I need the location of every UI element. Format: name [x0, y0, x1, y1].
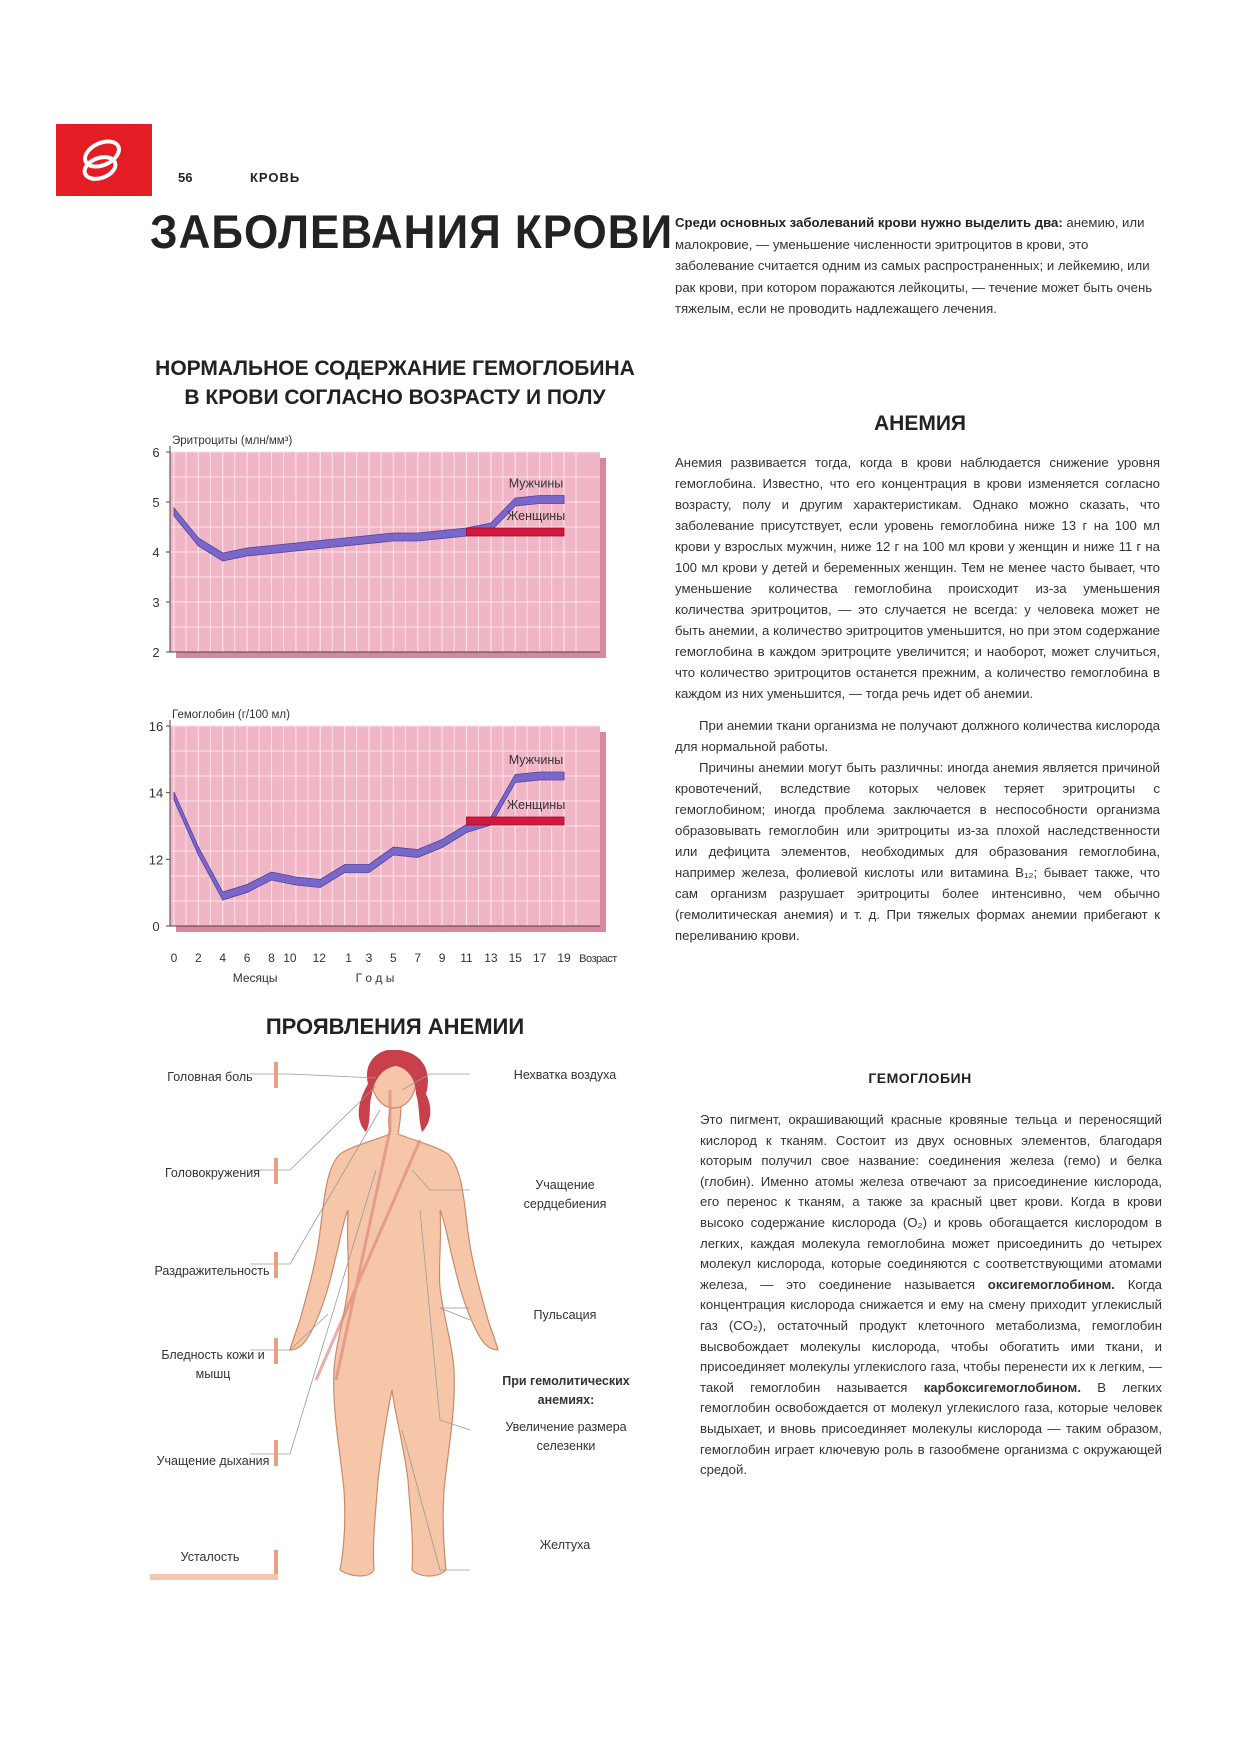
- carboxyhemoglobin-term: карбоксигемоглобином.: [923, 1379, 1081, 1395]
- x-tick-label: 12: [312, 951, 326, 965]
- y-tick-label: 16: [148, 719, 164, 734]
- chart-heading-line1: НОРМАЛЬНОЕ СОДЕРЖАНИЕ ГЕМОГЛОБИНА: [155, 357, 635, 380]
- y-tick-label: 14: [148, 785, 164, 801]
- symptom-spleen: Увеличение размера селезенки: [505, 1420, 627, 1453]
- hemolytic-heading: При гемолитических анемиях:: [502, 1374, 630, 1407]
- x-tick-label: 0: [170, 951, 178, 965]
- anemia-paragraph-2: При анемии ткани организма не получают должного количества кислорода для нормальной работы.: [675, 718, 1160, 754]
- x-axis-label-months: Месяцы: [232, 971, 278, 985]
- hemoglobin-text-3: В легких гемоглобин освобождается от молекул углекислого газа, которые человек выдыхает, и вновь присоединяет молекулы кислорода — таким образом, гемоглобин играет ключевую роль в газообмене организма с окружающей средой.: [700, 1379, 1162, 1478]
- blood-cells-icon: [56, 124, 152, 196]
- x-tick-label: 15: [508, 951, 522, 965]
- oxyhemoglobin-term: оксигемоглобином.: [987, 1276, 1115, 1292]
- symptom-dizziness: Головокружения: [164, 1166, 261, 1180]
- erythrocyte-chart: [140, 432, 660, 692]
- symptom-pallor: Бледность кожи и мышц: [161, 1348, 265, 1381]
- intro-body: анемию, или малокровие, — уменьшение численности эритроцитов в крови, это заболевание считается одним из самых распространенных; и лейкемию, или рак крови, при котором поражаются лейкоциты, — течение может быть очень тяжелым, если не проводить надлежащего лечения.: [675, 215, 1153, 316]
- x-tick-label: 13: [484, 951, 498, 965]
- y-tick-label: 2: [152, 645, 160, 660]
- x-tick-label: 11: [460, 951, 473, 965]
- series-label: Женщины: [506, 798, 566, 812]
- x-tick-label: 4: [219, 951, 227, 965]
- x-tick-label: 19: [557, 951, 571, 965]
- y-tick-label: 3: [152, 595, 160, 610]
- x-tick-label: 3: [365, 951, 373, 965]
- anemia-heading: АНЕМИЯ: [873, 412, 967, 435]
- y-tick-label: 12: [148, 852, 164, 868]
- x-tick-label: 8: [268, 951, 275, 965]
- hemoglobin-text: [700, 1110, 1162, 1481]
- x-tick-label: 9: [438, 951, 446, 965]
- anemia-paragraph-1: Анемия развивается тогда, когда в крови наблюдается снижение уровня гемоглобина. Известно, что его концентрация в крови изменяется согласно возрасту, полу и другим характеристикам. Однако можно сказать, что заболевание присутствует, если уровень гемоглобина ниже 13 г на 100 мл крови у взрослых мужчин, ниже 12 г на 100 мл крови у женщин и ниже 11 г на 100 мл крови у детей и беременных женщин. Тем не менее часто бывает, что уменьшение количества гемоглобина происходит из-за уменьшения количества эритроцитов, — это случается не всегда: у человека может не быть анемии, а количество эритроцитов уменьшится, но при этом содержание гемоглобина в каждом эритроците увеличится; и наоборот, может случиться, что количество эритроцитов останется прежним, а количество гемоглобина в каждом из них уменьшится, — тогда речь идет об анемии.: [675, 455, 1160, 701]
- hemoglobin-text-2: Когда концентрация кислорода снижается и ему на смену приходит углекислый газ (CO₂), остаточный продукт клеточного метаболизма, гемоглобин высвобождает молекулы кислорода, чтобы обогатить ими ткани, и присоединяет молекулы углекислого газа, чтобы перенести их к легким, — такой гемоглобин называется: [700, 1276, 1162, 1395]
- hemoglobin-chart: [140, 706, 660, 1006]
- section-name: КРОВЬ: [250, 170, 301, 185]
- series-label: Мужчины: [508, 753, 564, 767]
- series-band-women: [467, 528, 565, 536]
- chart-heading: [150, 354, 640, 412]
- symptom-rapid-breathing: Учащение дыхания: [156, 1454, 270, 1468]
- y-axis-label: Эритроциты (млн/мм³): [172, 435, 293, 447]
- symptom-pulsation: Пульсация: [533, 1308, 597, 1322]
- x-tick-label: 2: [195, 951, 202, 965]
- page-title: ЗАБОЛЕВАНИЯ КРОВИ: [150, 206, 674, 259]
- symptom-fatigue: Усталость: [180, 1550, 240, 1564]
- hemoglobin-chart-svg: [140, 706, 660, 1006]
- y-tick-label: 6: [152, 445, 160, 460]
- anemia-text: [675, 452, 1160, 946]
- symptom-palpitations: Учащение сердцебиения: [523, 1178, 607, 1211]
- x-tick-label: 5: [390, 951, 397, 965]
- series-band-women: [467, 817, 565, 825]
- series-label: Женщины: [506, 509, 566, 523]
- symptom-irritability: Раздражительность: [154, 1264, 270, 1278]
- x-tick-label: 10: [283, 951, 297, 965]
- section-logo: [56, 124, 152, 196]
- x-tick-label: 6: [243, 951, 251, 965]
- symptom-shortness-of-breath: Нехватка воздуха: [513, 1068, 617, 1082]
- intro-text: [675, 212, 1165, 320]
- y-tick-label: 4: [152, 545, 160, 560]
- page-number: 56: [178, 170, 193, 185]
- symptom-jaundice: Желтуха: [539, 1538, 591, 1552]
- hemoglobin-text-1: Это пигмент, окрашивающий красные кровяные тельца и переносящий кислород к тканям. Состоит из двух основных элементов, благодаря которым получил свое название: соединения железа (гемо) и белка (глобин). Именно атомы железа отвечают за присоединение кислорода, его перенос к тканям, а также за красный цвет крови. Когда в крови высоко содержание кислорода (O₂) и кровь обогащается кислородом в легких, каждая молекула гемоглобина может присоединить до четырех молекул кислорода, которые соединяются с соответствующими атомами железа, — это соединение называется: [700, 1112, 1162, 1292]
- symptom-headache: Головная боль: [167, 1070, 253, 1084]
- y-tick-label: 0: [152, 919, 160, 934]
- x-axis-label-age: Возраст: [579, 953, 617, 965]
- y-axis-label: Гемоглобин (г/100 мл): [172, 709, 290, 721]
- series-label: Мужчины: [508, 476, 564, 491]
- erythrocyte-chart-svg: [140, 432, 660, 692]
- hemoglobin-heading: ГЕМОГЛОБИН: [868, 1070, 972, 1086]
- x-tick-label: 1: [345, 951, 352, 965]
- anemia-paragraph-3: Причины анемии могут быть различны: иногда анемия является причиной кровотечений, вследствие которых человек теряет эритроциты с гемоглобином; иногда проблема заключается в неспособности организма образовывать гемоглобин или эритроциты из-за плохой наследственности или дефицита элементов, необходимых для образования гемоглобина, например железа, фолиевой кислоты или витамина B₁₂; бывает также, что сам организм разрушает эритроциты более интенсивно, чем обычно (гемолитическая анемия) и т. д. При тяжелых формах анемии прибегают к переливанию крови.: [675, 760, 1160, 943]
- chart-heading-line2: В КРОВИ СОГЛАСНО ВОЗРАСТУ И ПОЛУ: [184, 386, 606, 409]
- x-tick-label: 7: [414, 951, 422, 965]
- intro-lead: Среди основных заболеваний крови нужно выделить два:: [675, 215, 1063, 230]
- y-tick-label: 5: [152, 495, 160, 510]
- x-axis-label-years: Г о д ы: [355, 971, 395, 985]
- x-tick-label: 17: [532, 951, 547, 965]
- manifestations-heading: ПРОЯВЛЕНИЯ АНЕМИИ: [265, 1014, 525, 1039]
